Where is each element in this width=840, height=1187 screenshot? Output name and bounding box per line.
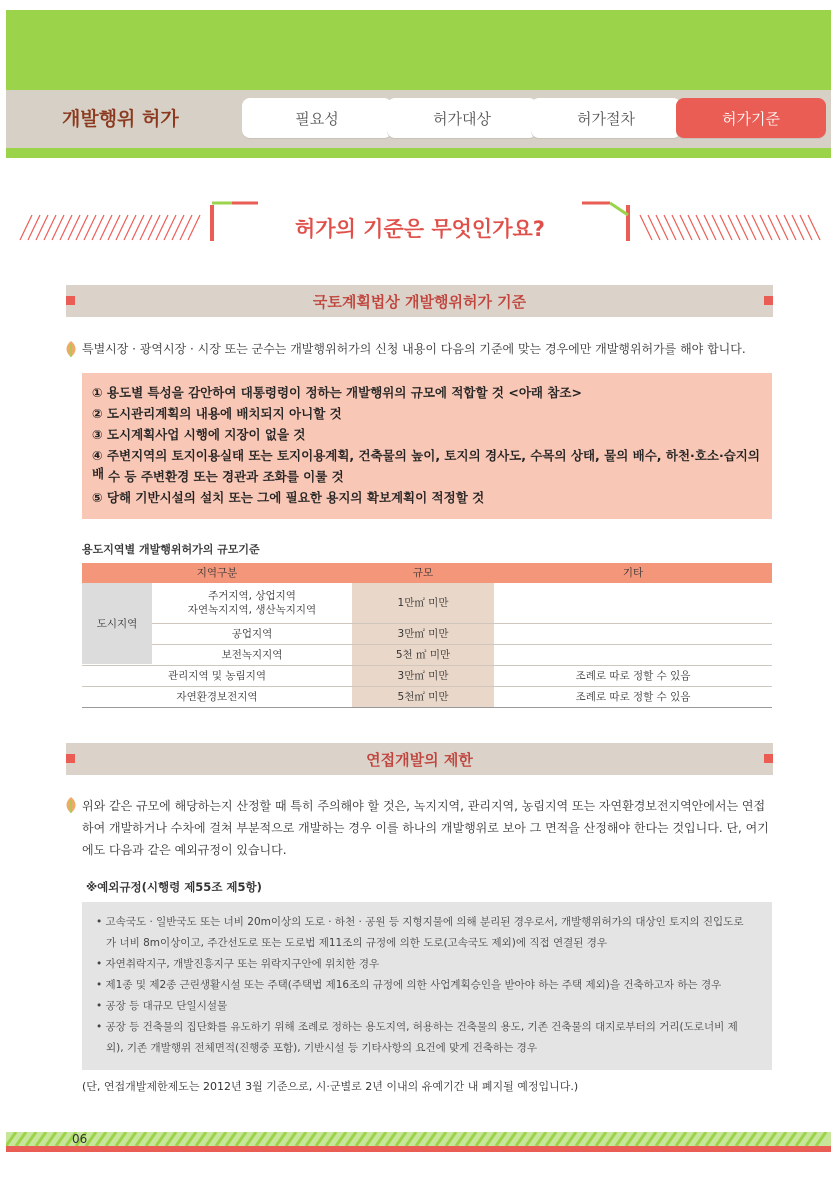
section-title: 연접개발의 제한 xyxy=(366,750,473,769)
tab-necessity[interactable]: 필요성 xyxy=(242,98,392,138)
exception-item: • 고속국도 · 일반국도 또는 너비 20m이상의 도로 · 하천 · 공원 등 지형지물에 의해 분리된 경우로서, 개발행위허가의 대상인 토지의 진입도로 xyxy=(96,916,744,928)
contiguous-paragraph-line: 위와 같은 규모에 해당하는지 산정할 때 특히 주의해야 할 것은, 녹지지역, 관리지역, 농림지역 또는 자연환경보전지역안에서는 연접 xyxy=(82,799,766,813)
table-cell-scale: 5천 ㎡ 미만 xyxy=(395,649,451,661)
table-cell-region-line: 주거지역, 상업지역 xyxy=(208,590,296,602)
exception-item: • 제1종 및 제2종 근린생활시설 또는 주택(주택법 제16조의 규정에 의한 사업계획승인을 받아야 하는 주택 제외)을 건축하고자 하는 경우 xyxy=(96,979,722,991)
criteria-item: ① 용도별 특성을 감안하여 대통령령이 정하는 개발행위의 규모에 적합할 것 <아래 참조> xyxy=(92,385,582,400)
table-cell-scale: 3만㎡ 미만 xyxy=(397,628,449,640)
exception-item: • 자연취락지구, 개발진흥지구 또는 위락지구안에 위치한 경우 xyxy=(96,958,380,970)
section-marker xyxy=(764,754,773,763)
section-marker xyxy=(764,296,773,305)
section-header-criteria xyxy=(66,285,773,317)
exception-item: • 공장 등 건축물의 집단화를 유도하기 위해 조례로 정하는 용도지역, 허용하는 건축물의 용도, 기존 건축물의 대지로부터의 거리(도로너비 제 xyxy=(96,1021,738,1033)
contiguous-paragraph-line: 에도 다음과 같은 예외규정이 있습니다. xyxy=(82,843,287,857)
table-cell-scale: 5천㎡ 미만 xyxy=(397,691,449,703)
intro-paragraph: 특별시장 · 광역시장 · 시장 또는 군수는 개발행위허가의 신청 내용이 다음의 기준에 맞는 경우에만 개발행위허가를 해야 합니다. xyxy=(82,342,746,356)
table-cell-region: 공업지역 xyxy=(231,628,273,640)
section-header-contiguous xyxy=(66,743,773,775)
table-cell-scale: 3만㎡ 미만 xyxy=(397,670,449,682)
criteria-item: ③ 도시계획사업 시행에 지장이 없을 것 xyxy=(92,427,306,442)
footer-stripe xyxy=(6,1132,831,1146)
tab-permit-procedure[interactable]: 허가절차 xyxy=(531,98,681,138)
tab-permit-criteria[interactable]: 허가기준 xyxy=(676,98,826,138)
table-cell-region: 보전녹지지역 xyxy=(221,649,283,661)
table-header-cell: 규모 xyxy=(412,567,434,579)
page-title: 개발행위 허가 xyxy=(62,108,179,130)
footer-red-stripe xyxy=(6,1146,831,1152)
table-cell-region xyxy=(152,585,352,621)
table-bottom-border xyxy=(82,707,772,708)
table-cell-note: 조례로 따로 정할 수 있음 xyxy=(575,691,691,703)
criteria-item: ⑤ 당해 기반시설의 설치 또는 그에 필요한 용지의 확보계획이 적정할 것 xyxy=(92,490,485,505)
exception-item: • 공장 등 대규모 단일시설물 xyxy=(96,1000,228,1012)
table-caption: 용도지역별 개발행위허가의 규모기준 xyxy=(82,543,260,556)
exception-item-continuation: 가 너비 8m이상이고, 주간선도로 또는 도로법 제11조의 규정에 의한 도로(고속국도 제외)에 직접 연결된 경우 xyxy=(106,937,608,949)
section-marker xyxy=(66,296,75,305)
header-green-band xyxy=(6,10,831,90)
section-marker xyxy=(66,754,75,763)
exception-title: ※예외규정(시행령 제55조 제5항) xyxy=(86,880,262,894)
section-title: 국토계획법상 개발행위허가 기준 xyxy=(312,292,527,311)
exception-item-continuation: 외), 기존 개발행위 전체면적(진행중 포함), 기반시설 등 기타사항의 요건에 맞게 건축하는 경우 xyxy=(106,1042,537,1054)
criteria-item-continuation: 수 등 주변환경 또는 경관과 조화를 이룰 것 xyxy=(108,469,344,484)
table-cell-note: 조례로 따로 정할 수 있음 xyxy=(575,670,691,682)
contiguous-paragraph-line: 하여 개발하거나 수차에 걸쳐 부분적으로 개발하는 경우 이를 하나의 개발행위로 보아 그 면적을 산정해야 한다는 것입니다. 단, 여기 xyxy=(82,821,769,835)
exception-box xyxy=(82,902,772,1070)
table-cell-scale: 1만㎡ 미만 xyxy=(397,597,449,609)
nav-bottom-stripe xyxy=(6,148,831,158)
table-cell-region: 자연환경보전지역 xyxy=(176,691,258,703)
tab-permit-target[interactable]: 허가대상 xyxy=(387,98,537,138)
criteria-box xyxy=(82,373,772,519)
table-cell-region: 관리지역 및 농림지역 xyxy=(168,670,266,682)
leaf-icon xyxy=(64,796,78,814)
leaf-icon xyxy=(64,340,78,358)
page-number: 06 xyxy=(72,1132,88,1146)
hero-title: 허가의 기준은 무엇인가요? xyxy=(295,217,545,241)
criteria-item: ④ 주변지역의 토지이용실태 또는 토지이용계획, 건축물의 높이, 토지의 경사도, 수목의 상태, 물의 배수, 하천·호소·습지의 배 xyxy=(92,448,760,481)
table-header-cell: 기타 xyxy=(622,567,644,579)
table-header-cell: 지역구분 xyxy=(196,567,238,579)
criteria-item: ② 도시관리계획의 내용에 배치되지 아니할 것 xyxy=(92,406,342,421)
table-group-label: 도시지역 xyxy=(82,583,152,664)
table-cell-region-line: 자연녹지지역, 생산녹지지역 xyxy=(187,604,317,616)
footnote: (단, 연접개발제한제도는 2012년 3월 기준으로, 시·군별로 2년 이내의 유예기간 내 폐지될 예정입니다.) xyxy=(82,1080,579,1093)
